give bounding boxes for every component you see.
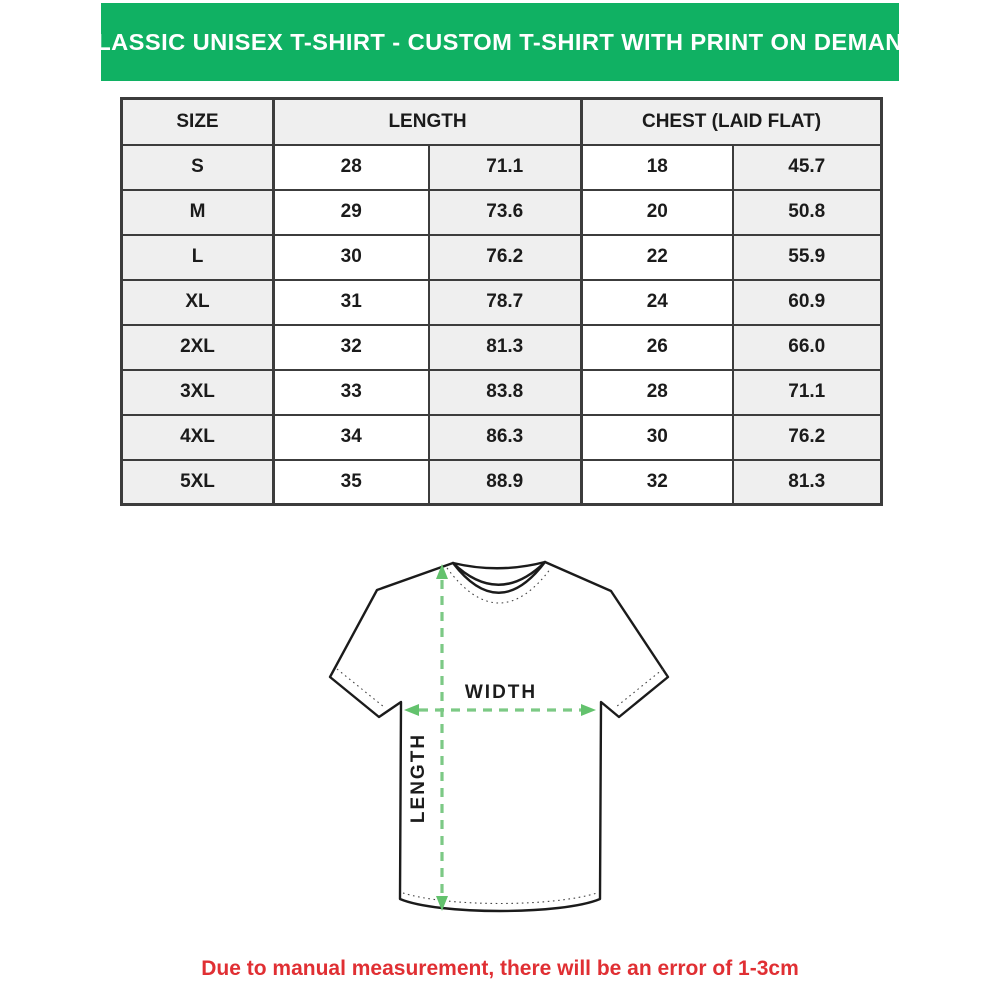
chest-inches-cell: 28: [582, 370, 733, 415]
table-row: [122, 280, 882, 325]
size-cell: M: [122, 190, 274, 235]
size-chart-table: [120, 97, 883, 506]
length-inches-cell: 30: [274, 235, 429, 280]
length-inches-cell: 29: [274, 190, 429, 235]
size-cell: L: [122, 235, 274, 280]
table-row: [122, 190, 882, 235]
size-cell: 3XL: [122, 370, 274, 415]
chest-inches-cell: 20: [582, 190, 733, 235]
table-row: [122, 370, 882, 415]
size-cell: S: [122, 145, 274, 190]
chest-cm-cell: 55.9: [733, 235, 882, 280]
table-row: [122, 235, 882, 280]
length-inches-cell: 31: [274, 280, 429, 325]
width-label: WIDTH: [464, 682, 538, 703]
length-cm-cell: 73.6: [429, 190, 582, 235]
length-inches-cell: 32: [274, 325, 429, 370]
length-col-header: LENGTH: [274, 99, 582, 145]
length-cm-cell: 78.7: [429, 280, 582, 325]
length-cm-cell: 86.3: [429, 415, 582, 460]
measurement-note: Due to manual measurement, there will be an error of 1-3cm: [201, 957, 799, 980]
tshirt-diagram: [320, 548, 680, 933]
length-cm-cell: 81.3: [429, 325, 582, 370]
chest-cm-cell: 60.9: [733, 280, 882, 325]
length-inches-cell: 35: [274, 460, 429, 505]
chest-cm-cell: 76.2: [733, 415, 882, 460]
chest-inches-cell: 30: [582, 415, 733, 460]
table-row: [122, 325, 882, 370]
size-cell: XL: [122, 280, 274, 325]
tshirt-outline: [330, 562, 668, 911]
length-inches-cell: 28: [274, 145, 429, 190]
chest-cm-cell: 66.0: [733, 325, 882, 370]
length-cm-cell: 83.8: [429, 370, 582, 415]
length-cm-cell: 76.2: [429, 235, 582, 280]
size-cell: 2XL: [122, 325, 274, 370]
size-cell: 4XL: [122, 415, 274, 460]
chest-inches-cell: 32: [582, 460, 733, 505]
table-row: [122, 145, 882, 190]
length-cm-cell: 71.1: [429, 145, 582, 190]
size-col-header: SIZE: [122, 99, 274, 145]
chest-col-header: CHEST (LAID FLAT): [582, 99, 882, 145]
chest-cm-cell: 81.3: [733, 460, 882, 505]
length-inches-cell: 33: [274, 370, 429, 415]
chest-inches-cell: 22: [582, 235, 733, 280]
length-label: LENGTH: [408, 732, 429, 824]
chest-cm-cell: 71.1: [733, 370, 882, 415]
size-cell: 5XL: [122, 460, 274, 505]
chest-cm-cell: 50.8: [733, 190, 882, 235]
chest-cm-cell: 45.7: [733, 145, 882, 190]
table-row: [122, 460, 882, 505]
length-inches-cell: 34: [274, 415, 429, 460]
table-row: [122, 415, 882, 460]
page-title: CLASSIC UNISEX T-SHIRT - CUSTOM T-SHIRT WITH PRINT ON DEMAND: [79, 28, 921, 55]
chest-inches-cell: 24: [582, 280, 733, 325]
length-cm-cell: 88.9: [429, 460, 582, 505]
chest-inches-cell: 26: [582, 325, 733, 370]
chest-inches-cell: 18: [582, 145, 733, 190]
header-row: [122, 99, 882, 145]
title-banner: [79, 3, 921, 81]
